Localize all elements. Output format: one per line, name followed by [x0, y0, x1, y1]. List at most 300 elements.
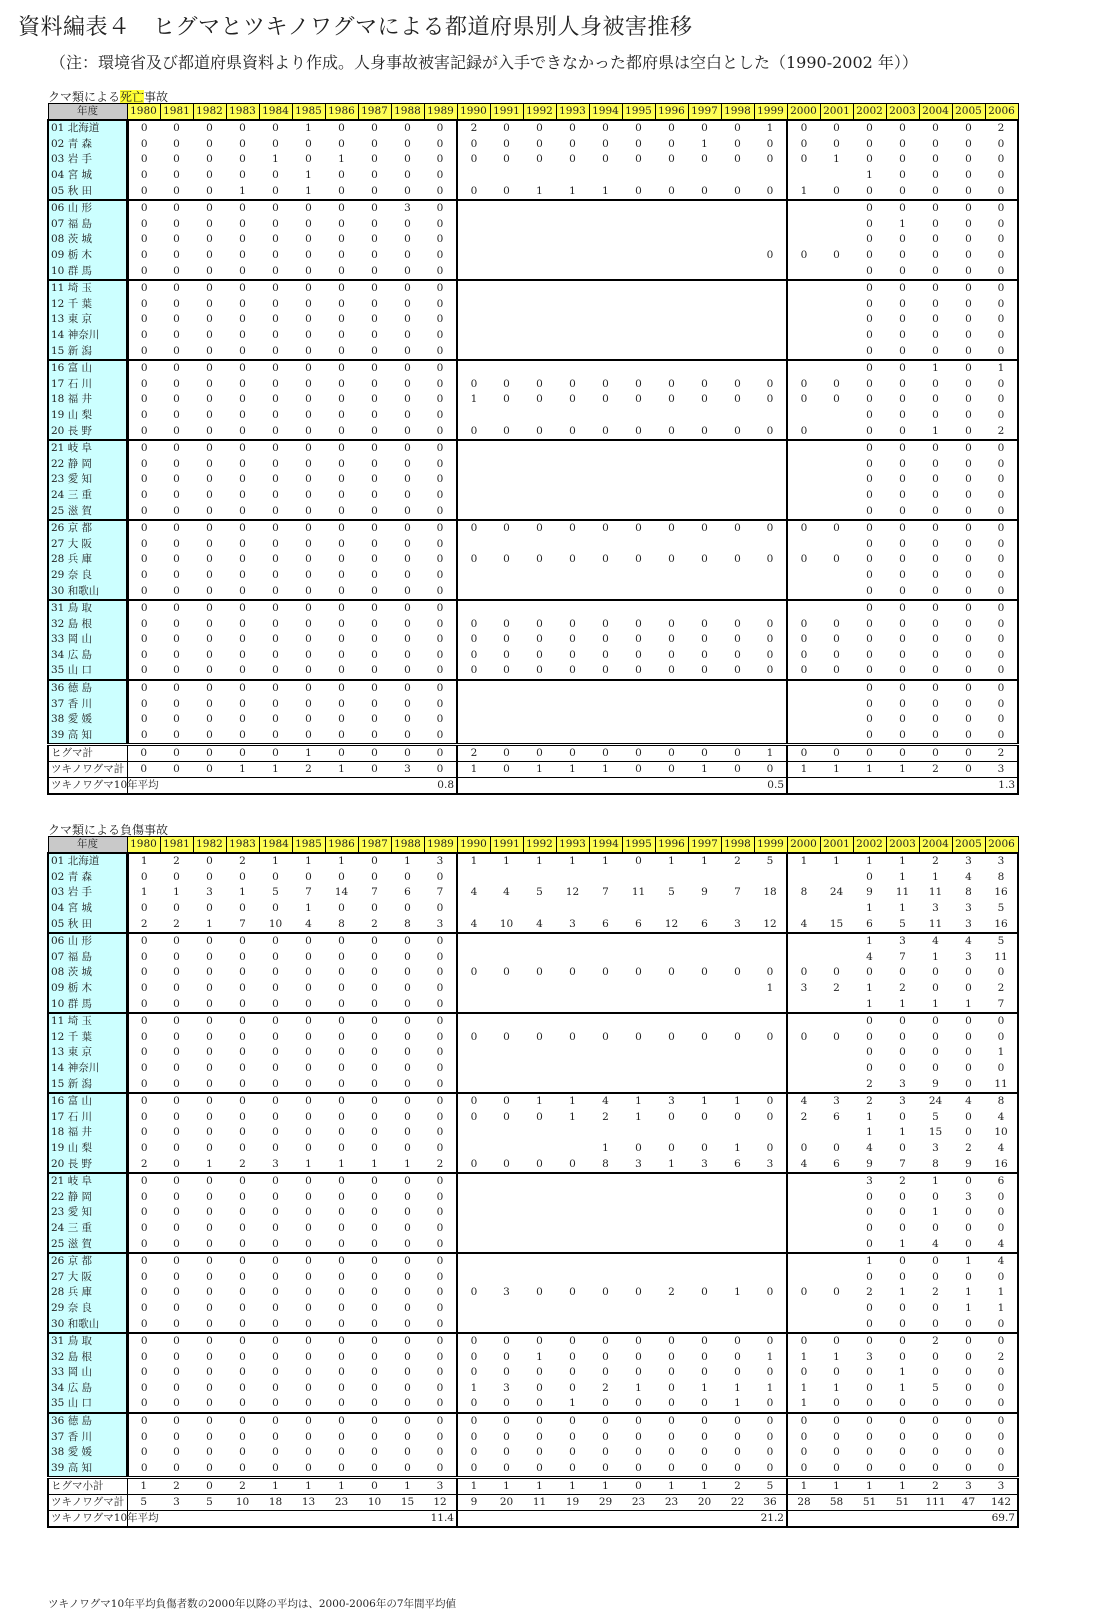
- data-cell: 0: [325, 360, 358, 377]
- data-cell: 0: [305, 457, 312, 470]
- data-cell: [787, 456, 820, 472]
- data-cell: 0: [140, 1446, 148, 1459]
- data-cell: 0: [424, 712, 457, 728]
- year-header-cell: 1990: [457, 104, 490, 121]
- data-cell: [688, 536, 721, 552]
- data-cell: 0: [239, 664, 246, 677]
- data-cell: 0: [952, 1013, 985, 1030]
- data-cell: 0: [668, 393, 675, 406]
- data-cell: 0: [239, 1046, 246, 1059]
- total-cell: 0: [556, 745, 589, 762]
- data-cell: [754, 1269, 787, 1285]
- data-cell: 0: [655, 120, 688, 137]
- data-cell: 0: [985, 488, 1018, 504]
- data-cell: 0: [800, 553, 808, 566]
- data-cell: 0: [140, 153, 148, 166]
- prefecture-name: 26 京 都: [48, 520, 127, 537]
- data-cell: 0: [358, 853, 391, 870]
- data-cell: [655, 712, 688, 728]
- prefecture-name: 04 宮 城: [48, 168, 127, 184]
- data-cell: [721, 568, 754, 584]
- data-cell: 0: [292, 1013, 325, 1030]
- data-cell: 0: [932, 169, 939, 182]
- data-cell: 0: [919, 1253, 952, 1270]
- data-cell: 4: [536, 917, 543, 930]
- data-cell: 1: [965, 997, 972, 1010]
- data-cell: 0: [140, 313, 148, 326]
- data-cell: [655, 728, 688, 745]
- data-cell: [655, 1253, 688, 1270]
- data-cell: [721, 1253, 754, 1270]
- data-cell: 0: [173, 457, 180, 470]
- data-cell: [655, 280, 688, 297]
- prefecture-name: 05 秋 田: [48, 916, 127, 933]
- prefecture-name: 11 埼 玉: [48, 1013, 127, 1030]
- data-cell: 0: [206, 617, 213, 630]
- data-cell: 0: [140, 457, 148, 470]
- data-cell: 0: [206, 1430, 213, 1443]
- data-cell: [754, 168, 787, 184]
- data-cell: 0: [932, 1062, 939, 1075]
- data-cell: 1: [668, 1157, 675, 1170]
- data-cell: 0: [206, 217, 213, 230]
- data-cell: 0: [272, 329, 279, 342]
- data-cell: 0: [734, 377, 741, 390]
- data-cell: 0: [965, 1221, 972, 1234]
- prefecture-row: [48, 343, 1018, 360]
- data-cell: 0: [338, 1446, 345, 1459]
- data-cell: [523, 728, 556, 745]
- data-cell: 0: [952, 1333, 985, 1350]
- prefecture-name: 35 山 口: [48, 1396, 127, 1413]
- data-cell: 0: [305, 537, 312, 550]
- data-cell: 0: [140, 950, 148, 963]
- data-cell: 0: [404, 1126, 411, 1139]
- data-cell: [820, 568, 853, 584]
- data-cell: 0: [272, 488, 279, 501]
- data-cell: 0: [965, 633, 972, 646]
- data-cell: 0: [127, 120, 160, 137]
- data-cell: 3: [701, 1157, 708, 1170]
- data-cell: [688, 297, 721, 313]
- year-header-cell: 1985: [292, 837, 325, 854]
- data-cell: 4: [952, 1093, 985, 1110]
- prefecture-name: 14 神奈川: [48, 1061, 127, 1077]
- data-cell: 1: [589, 853, 622, 870]
- data-cell: 0: [140, 633, 148, 646]
- data-cell: 0: [305, 633, 312, 646]
- data-cell: 0: [899, 473, 906, 486]
- data-cell: [457, 263, 490, 280]
- data-cell: [490, 456, 523, 472]
- data-cell: [655, 503, 688, 520]
- prefecture-name: 33 岡 山: [48, 632, 127, 648]
- prefecture-row: [48, 583, 1018, 600]
- data-cell: 0: [701, 153, 708, 166]
- data-cell: 0: [985, 1429, 1018, 1445]
- data-cell: 0: [206, 488, 213, 501]
- data-cell: [457, 1013, 490, 1030]
- prefecture-row: [48, 552, 1018, 568]
- data-cell: 0: [404, 553, 411, 566]
- data-cell: [457, 328, 490, 344]
- data-cell: 0: [899, 537, 906, 550]
- data-cell: [457, 680, 490, 697]
- year-header-cell: 1988: [391, 104, 424, 121]
- data-cell: [589, 950, 622, 966]
- data-cell: 1: [899, 217, 906, 230]
- data-cell: [556, 600, 589, 617]
- data-cell: 0: [899, 313, 906, 326]
- data-cell: [622, 280, 655, 297]
- data-cell: 0: [635, 377, 642, 390]
- data-cell: 0: [140, 504, 148, 517]
- data-cell: [622, 536, 655, 552]
- data-cell: [457, 933, 490, 950]
- data-cell: 0: [965, 664, 972, 677]
- data-cell: 0: [140, 697, 148, 710]
- prefecture-row: [48, 312, 1018, 328]
- total-cell: 0: [127, 745, 160, 762]
- data-cell: [523, 297, 556, 313]
- data-cell: [556, 568, 589, 584]
- data-cell: 0: [655, 1333, 688, 1350]
- data-cell: [556, 328, 589, 344]
- data-cell: 0: [886, 520, 919, 537]
- data-cell: [556, 360, 589, 377]
- data-cell: 0: [965, 1110, 972, 1123]
- data-cell: 0: [701, 424, 708, 437]
- data-cell: 0: [536, 1397, 543, 1410]
- data-cell: 0: [701, 393, 708, 406]
- data-cell: [490, 1125, 523, 1141]
- data-cell: 0: [886, 1413, 919, 1430]
- data-cell: [556, 280, 589, 297]
- data-cell: 3: [635, 1157, 642, 1170]
- data-cell: 0: [668, 617, 675, 630]
- data-cell: [721, 168, 754, 184]
- data-cell: 0: [226, 1461, 259, 1478]
- data-cell: [655, 996, 688, 1013]
- data-cell: 0: [965, 1030, 972, 1043]
- data-cell: 0: [668, 1446, 675, 1459]
- data-cell: 2: [602, 1381, 609, 1394]
- data-cell: 0: [206, 504, 213, 517]
- data-cell: 0: [173, 966, 180, 979]
- prefecture-row: [48, 1429, 1018, 1445]
- data-cell: 0: [173, 424, 180, 437]
- data-cell: 0: [272, 584, 279, 597]
- data-cell: [787, 600, 820, 617]
- data-cell: 0: [305, 664, 312, 677]
- data-cell: [556, 1189, 589, 1205]
- data-cell: 0: [193, 1253, 226, 1270]
- data-cell: [721, 870, 754, 886]
- data-cell: 0: [965, 1237, 972, 1250]
- data-cell: 0: [932, 1046, 939, 1059]
- data-cell: 0: [424, 1030, 457, 1046]
- data-cell: 0: [523, 1333, 556, 1350]
- data-cell: 15: [928, 1126, 943, 1139]
- total-cell: 3: [952, 1478, 985, 1495]
- data-cell: 12: [754, 916, 787, 933]
- data-cell: [754, 696, 787, 712]
- data-cell: 2: [919, 1333, 952, 1350]
- data-cell: [622, 200, 655, 217]
- data-cell: 11: [895, 886, 910, 899]
- data-cell: 0: [932, 1030, 939, 1043]
- data-cell: 0: [424, 1461, 457, 1478]
- data-cell: 8: [932, 1157, 939, 1170]
- data-cell: 0: [206, 1270, 213, 1283]
- data-cell: 0: [358, 1461, 391, 1478]
- data-cell: 0: [239, 1366, 246, 1379]
- data-cell: 4: [932, 1237, 939, 1250]
- data-cell: 0: [371, 713, 378, 726]
- data-cell: [820, 488, 853, 504]
- data-cell: 0: [866, 184, 873, 197]
- data-cell: 0: [391, 1093, 424, 1110]
- data-cell: 0: [358, 600, 391, 617]
- data-cell: 0: [404, 1190, 411, 1203]
- total-cell: 15: [391, 1495, 424, 1511]
- data-cell: 0: [866, 1237, 873, 1250]
- data-cell: 0: [239, 997, 246, 1010]
- data-cell: 0: [886, 1333, 919, 1350]
- data-cell: 0: [424, 933, 457, 950]
- data-cell: 0: [899, 1046, 906, 1059]
- data-cell: [589, 870, 622, 886]
- data-cell: [622, 217, 655, 233]
- data-cell: 0: [952, 360, 985, 377]
- data-cell: 0: [272, 184, 279, 197]
- total-cell: 1: [886, 1478, 919, 1495]
- data-cell: 0: [800, 1366, 808, 1379]
- data-cell: 1: [866, 997, 873, 1010]
- data-cell: 0: [536, 633, 543, 646]
- prefecture-row: [48, 1205, 1018, 1221]
- data-cell: [523, 1173, 556, 1190]
- data-cell: 0: [965, 313, 972, 326]
- data-cell: 1: [965, 1301, 972, 1314]
- data-cell: [523, 343, 556, 360]
- data-cell: 0: [853, 680, 886, 697]
- data-cell: 11: [985, 1076, 1018, 1093]
- data-cell: 10: [499, 917, 514, 930]
- data-cell: 0: [371, 1446, 378, 1459]
- year-header-cell: 2003: [886, 837, 919, 854]
- data-cell: [523, 168, 556, 184]
- prefecture-name: 05 秋 田: [48, 183, 127, 200]
- prefecture-name: 15 新 潟: [48, 1076, 127, 1093]
- data-cell: 5: [899, 917, 906, 930]
- data-cell: 0: [239, 966, 246, 979]
- data-cell: 0: [899, 169, 906, 182]
- data-cell: 0: [932, 584, 939, 597]
- data-cell: 0: [338, 264, 345, 277]
- prefecture-row: [48, 232, 1018, 248]
- data-cell: 0: [272, 537, 279, 550]
- data-cell: 14: [334, 886, 349, 899]
- data-cell: [787, 1269, 820, 1285]
- data-cell: 0: [899, 393, 906, 406]
- data-cell: 0: [338, 169, 345, 182]
- data-cell: 0: [833, 137, 840, 150]
- data-cell: 0: [338, 233, 345, 246]
- data-cell: [787, 996, 820, 1013]
- data-cell: 0: [952, 728, 985, 745]
- average-cell: 21.2: [457, 1511, 787, 1528]
- data-cell: 4: [800, 917, 808, 930]
- data-cell: 0: [338, 329, 345, 342]
- prefecture-name: 09 栃 木: [48, 981, 127, 997]
- data-cell: [523, 950, 556, 966]
- data-cell: [589, 217, 622, 233]
- data-cell: 1: [338, 1157, 345, 1170]
- data-cell: 0: [305, 1110, 312, 1123]
- data-cell: 0: [457, 1461, 490, 1478]
- data-cell: 0: [470, 1350, 478, 1363]
- data-cell: [589, 456, 622, 472]
- data-cell: 0: [160, 520, 193, 537]
- data-cell: 0: [965, 537, 972, 550]
- data-cell: 6: [701, 917, 708, 930]
- data-cell: 0: [569, 966, 576, 979]
- data-cell: 0: [140, 329, 148, 342]
- data-cell: 0: [919, 728, 952, 745]
- prefecture-name: 08 茨 城: [48, 965, 127, 981]
- prefecture-row: [48, 1316, 1018, 1333]
- data-cell: 0: [754, 1285, 787, 1301]
- data-cell: 6: [734, 1157, 741, 1170]
- data-cell: 0: [635, 184, 642, 197]
- data-cell: 0: [206, 1126, 213, 1139]
- data-cell: 0: [338, 1397, 345, 1410]
- data-cell: 5: [536, 886, 543, 899]
- data-cell: 0: [734, 1030, 741, 1043]
- data-cell: 0: [424, 568, 457, 584]
- data-cell: 0: [371, 1237, 378, 1250]
- average-label: ツキノワグマ10年平均: [48, 778, 127, 795]
- data-cell: 1: [853, 933, 886, 950]
- data-cell: 0: [424, 1205, 457, 1221]
- data-cell: 0: [239, 1317, 246, 1330]
- data-cell: 0: [292, 680, 325, 697]
- data-cell: [688, 1173, 721, 1190]
- data-cell: 0: [358, 120, 391, 137]
- prefecture-row: [48, 1030, 1018, 1046]
- data-cell: 0: [292, 1333, 325, 1350]
- prefecture-name: 17 石 川: [48, 377, 127, 393]
- data-cell: 0: [338, 1190, 345, 1203]
- data-cell: 0: [536, 966, 543, 979]
- data-cell: [457, 168, 490, 184]
- data-cell: 0: [292, 933, 325, 950]
- data-cell: [754, 1189, 787, 1205]
- data-cell: 0: [259, 1253, 292, 1270]
- data-cell: [490, 440, 523, 457]
- data-cell: 0: [424, 950, 457, 966]
- data-cell: 0: [325, 440, 358, 457]
- prefecture-row: [48, 1365, 1018, 1381]
- data-cell: 0: [206, 424, 213, 437]
- data-cell: 0: [701, 664, 708, 677]
- data-cell: [655, 1045, 688, 1061]
- prefecture-name: 27 大 阪: [48, 536, 127, 552]
- data-cell: 0: [602, 553, 609, 566]
- data-cell: 1: [899, 1366, 906, 1379]
- data-cell: [622, 1253, 655, 1270]
- data-cell: [622, 996, 655, 1013]
- data-cell: [523, 1076, 556, 1093]
- data-cell: 0: [404, 233, 411, 246]
- data-cell: [490, 536, 523, 552]
- data-cell: 0: [371, 457, 378, 470]
- data-cell: 0: [424, 1413, 457, 1430]
- data-cell: 0: [853, 600, 886, 617]
- data-cell: 0: [701, 633, 708, 646]
- page-title: 資料編表４ ヒグマとツキノワグマによる都道府県別人身被害推移: [18, 15, 693, 40]
- data-cell: 0: [503, 377, 510, 390]
- prefecture-name: 03 岩 手: [48, 885, 127, 901]
- data-cell: [556, 217, 589, 233]
- total-cell: 3: [160, 1495, 193, 1511]
- data-cell: 0: [127, 1013, 160, 1030]
- data-cell: [787, 328, 820, 344]
- data-cell: 0: [853, 1333, 886, 1350]
- data-cell: 0: [701, 553, 708, 566]
- data-cell: 0: [470, 633, 478, 646]
- data-cell: 0: [239, 617, 246, 630]
- data-cell: 0: [173, 297, 180, 310]
- data-cell: 1: [127, 853, 160, 870]
- data-cell: [589, 488, 622, 504]
- data-cell: 0: [424, 423, 457, 440]
- data-cell: [721, 1173, 754, 1190]
- data-cell: 1: [391, 853, 424, 870]
- data-cell: 0: [424, 680, 457, 697]
- data-cell: 0: [338, 344, 345, 357]
- data-cell: 0: [932, 1366, 939, 1379]
- data-cell: [820, 343, 853, 360]
- data-cell: 0: [193, 520, 226, 537]
- data-cell: 0: [140, 217, 148, 230]
- total-cell: 0: [952, 745, 985, 762]
- data-cell: 0: [985, 1445, 1018, 1461]
- data-cell: [589, 343, 622, 360]
- data-cell: 0: [325, 1461, 358, 1478]
- data-cell: 7: [305, 886, 312, 899]
- prefecture-row: [48, 950, 1018, 966]
- data-cell: 0: [932, 1301, 939, 1314]
- data-cell: [457, 728, 490, 745]
- data-cell: 1: [734, 1397, 741, 1410]
- data-cell: [589, 1061, 622, 1077]
- year-header-cell: 1993: [556, 837, 589, 854]
- total-cell: 2: [160, 1478, 193, 1495]
- data-cell: 0: [536, 664, 543, 677]
- data-cell: 0: [160, 1253, 193, 1270]
- data-cell: 0: [886, 440, 919, 457]
- data-cell: 0: [272, 1206, 279, 1219]
- data-cell: 0: [655, 520, 688, 537]
- data-cell: 0: [173, 137, 180, 150]
- data-cell: [490, 901, 523, 917]
- data-cell: 0: [259, 280, 292, 297]
- data-cell: 3: [952, 853, 985, 870]
- data-cell: 0: [272, 264, 279, 277]
- data-cell: 0: [173, 584, 180, 597]
